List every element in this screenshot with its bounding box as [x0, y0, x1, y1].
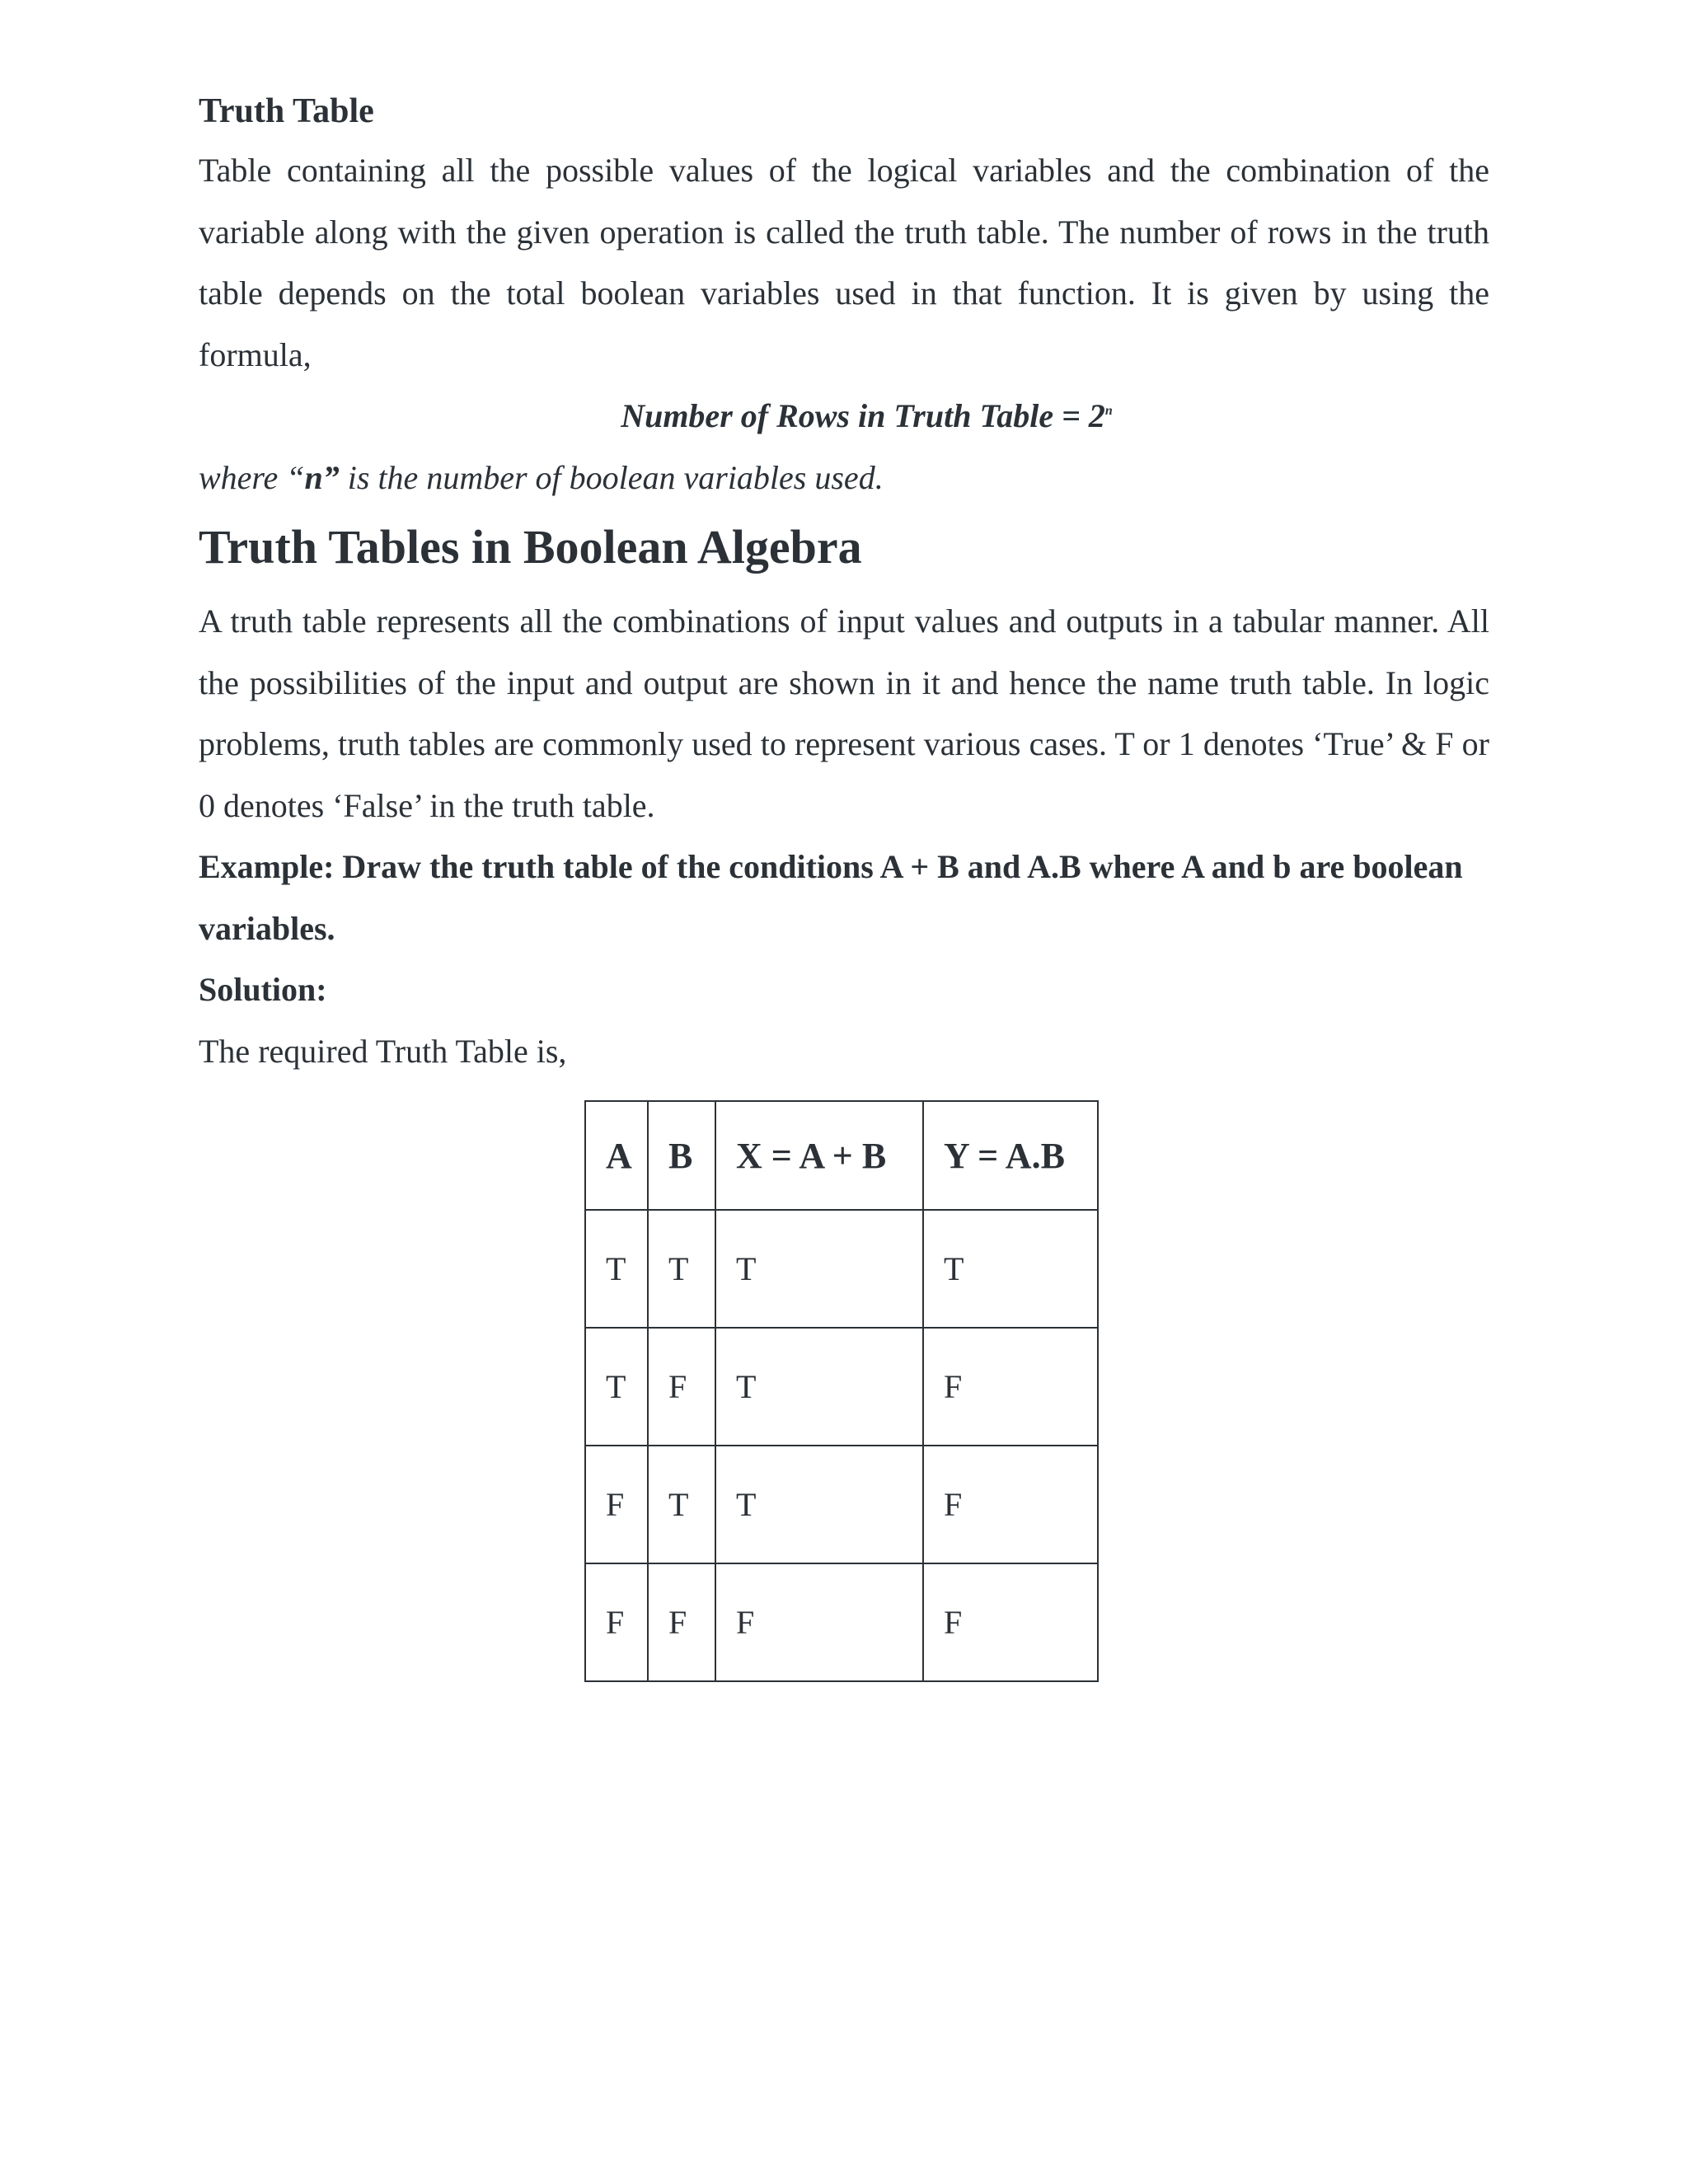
header-a: A [585, 1101, 648, 1210]
heading-truth-table: Truth Table [199, 92, 374, 130]
table-cell: F [715, 1563, 923, 1681]
table-cell: T [923, 1210, 1098, 1328]
formula-exponent: n [1104, 404, 1113, 418]
table-cell: F [585, 1446, 648, 1563]
solution-label: Solution: [199, 971, 327, 1008]
example-statement: Example: Draw the truth table of the conditions A + B and A.B where A and b are boolean variables. [199, 848, 1463, 947]
formula-text: Number of Rows in Truth Table = 2 [621, 397, 1105, 434]
table-row [585, 1210, 1098, 1328]
truth-table [584, 1100, 1099, 1682]
header-b: B [648, 1101, 715, 1210]
table-cell: F [923, 1446, 1098, 1563]
table-cell: T [715, 1210, 923, 1328]
table-cell: T [648, 1210, 715, 1328]
heading-truth-tables-boolean: Truth Tables in Boolean Algebra [199, 520, 862, 574]
table-cell: F [923, 1328, 1098, 1446]
header-x: X = A + B [715, 1101, 923, 1210]
document-page [199, 82, 1489, 1082]
table-cell: F [648, 1328, 715, 1446]
table-row [585, 1563, 1098, 1681]
formula-explanation [199, 448, 1489, 509]
table-cell: T [715, 1328, 923, 1446]
table-cell: F [923, 1563, 1098, 1681]
rows-formula [199, 386, 1489, 448]
where-variable: n” [304, 458, 340, 496]
table-header-row [585, 1101, 1098, 1210]
table-cell: T [648, 1446, 715, 1563]
table-cell: F [585, 1563, 648, 1681]
table-cell: F [648, 1563, 715, 1681]
table-row [585, 1328, 1098, 1446]
table-cell: T [585, 1210, 648, 1328]
table-intro: The required Truth Table is, [199, 1032, 567, 1070]
table-cell: T [715, 1446, 923, 1563]
table-row [585, 1446, 1098, 1563]
truth-table-container [584, 1100, 1099, 1682]
table-cell: T [585, 1328, 648, 1446]
header-y: Y = A.B [923, 1101, 1098, 1210]
truth-table-description: A truth table represents all the combinations of input values and outputs in a tabular manner. All the possibilities of the input and output are shown in it and hence the name truth table. In logic problems, truth tables are commonly used to represent various cases. T or 1 denotes ‘True’ & F or 0 denotes ‘False’ in the truth table. [199, 602, 1489, 824]
intro-paragraph: Table containing all the possible values of the logical variables and the combination of the variable along with the given operation is called the truth table. The number of rows in the truth table depends on the total boolean variables used in that function. It is given by using the formula, [199, 152, 1489, 373]
where-suffix: is the number of boolean variables used. [339, 458, 884, 496]
where-prefix: where “ [199, 458, 305, 496]
